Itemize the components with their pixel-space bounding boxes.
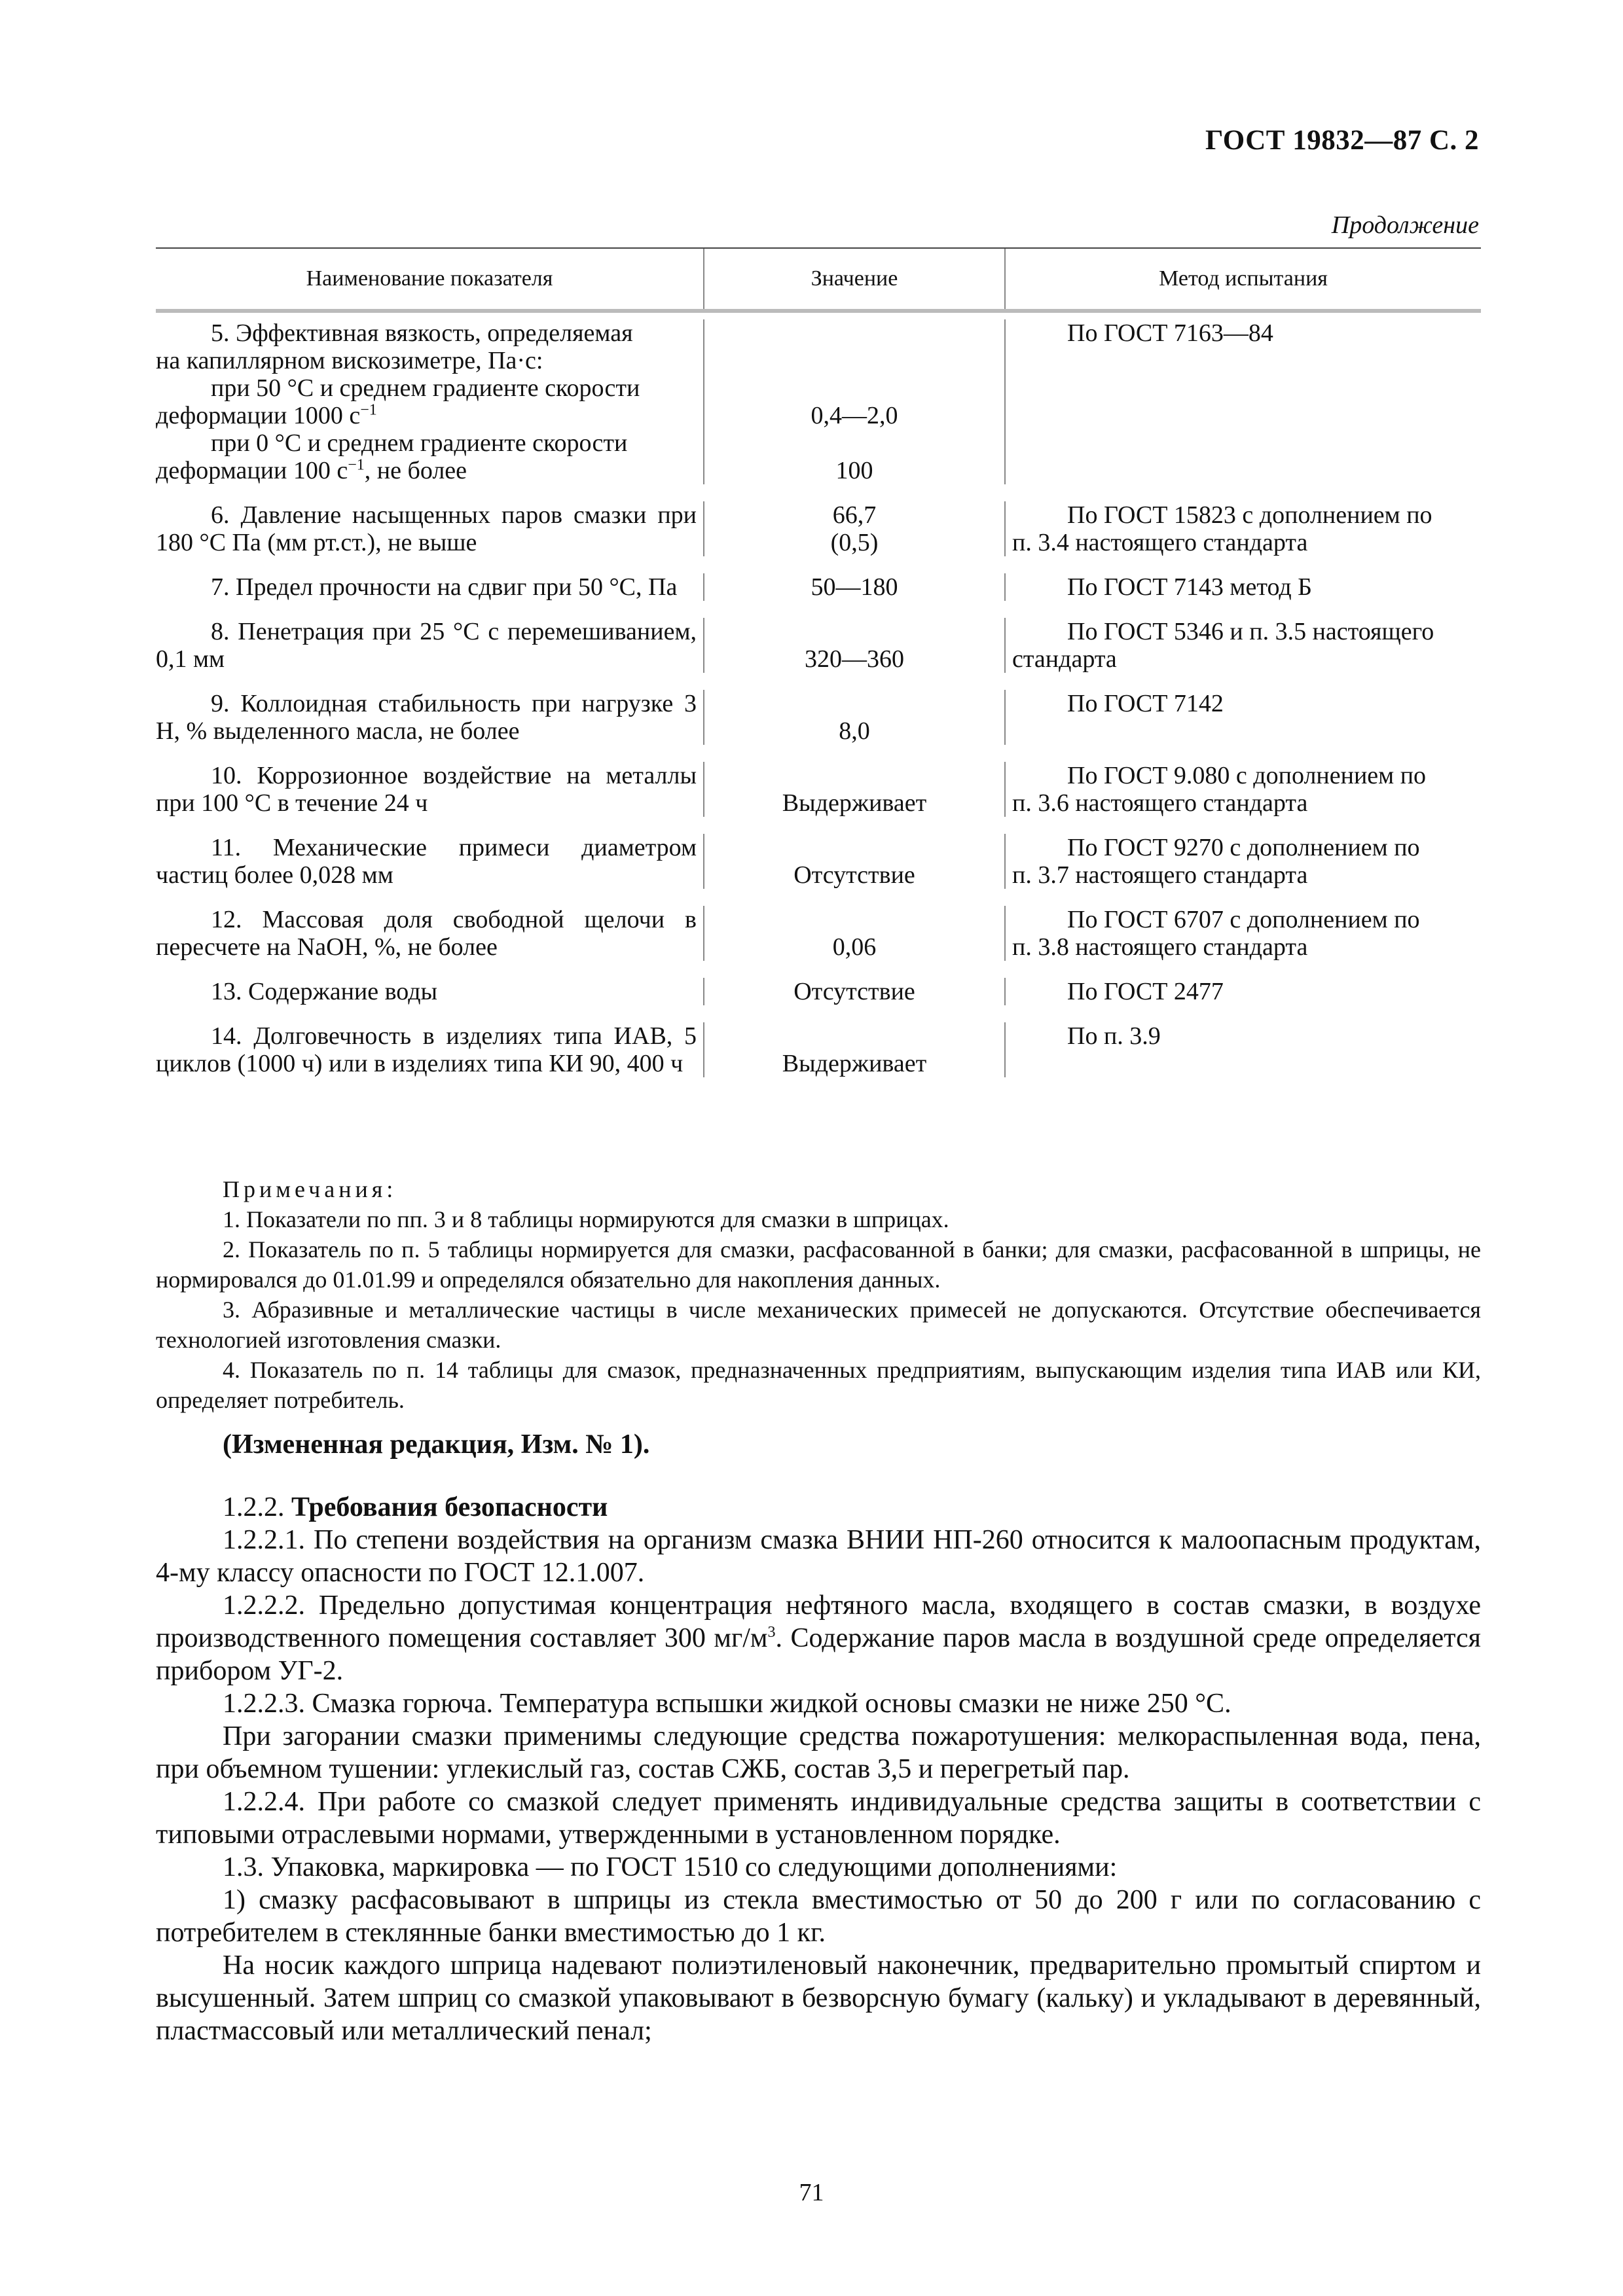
method-text: По п. 3.9 [1067,1022,1161,1050]
method-cell [1006,1022,1481,1077]
paragraph: На носик каждого шприца надевают полиэтиленовый наконечник, предварительно промытый спиртом и высушенный. Затем шприц со смазкой упаковывают в безворсную бумагу (кальку) и укладывают в деревянный, пластмассовый или металлический пенал; [156,1950,1481,2046]
notes-title: Примечания: [223,1176,397,1202]
method-text: По ГОСТ 7143 метод Б [1067,573,1313,601]
indicator-cell: 7. Предел прочности на сдвиг при 50 °С, Па [156,573,704,601]
method-cell [1006,834,1481,889]
value-text: Выдерживает [782,789,927,817]
table-row [156,889,1481,961]
body-text [156,1491,1481,2047]
value-cell [704,690,1006,745]
value-text: 66,7 [832,501,877,529]
method-text: п. 3.6 настоящего стандарта [1012,789,1308,817]
value-cell [704,906,1006,961]
method-text: По ГОСТ 2477 [1067,978,1224,1005]
value-text: 0,06 [832,933,877,961]
method-cell [1006,319,1481,484]
header-value: Значение [704,249,1006,309]
value-cell [704,319,1006,484]
paragraph: 1) смазку расфасовывают в шприцы из стекла вместимостью от 50 до 200 г или по согласованию с потребителем в стеклянные банки вместимостью до 1 кг. [156,1885,1481,1948]
paragraph: При загорании смазки применимы следующие средства пожаротушения: мелкораспыленная вода, пена, при объемном тушении: углекислый газ, состав СЖБ, состав 3,5 и перегретый пар. [156,1721,1481,1784]
note-item: 3. Абразивные и металлические частицы в числе механических примесей не допускаются. Отсутствие обеспечивается технологией изготовления смазки. [156,1297,1481,1353]
method-cell [1006,978,1481,1005]
method-cell [1006,618,1481,673]
note-item: 4. Показатель по п. 14 таблицы для смазок, предназначенных предприятиям, выпускающим изделия типа ИАВ или КИ, определяет потребитель. [156,1357,1481,1413]
table-row [156,1005,1481,1084]
value-text: 320—360 [805,645,904,673]
method-text: По ГОСТ 6707 с дополнением по [1067,906,1420,933]
indicator-cell: 10. Коррозионное воздействие на металлы при 100 °С в течение 24 ч [156,762,704,817]
indicator-cell: 13. Содержание воды [156,978,704,1005]
page-number: 71 [799,2179,824,2206]
table-header [156,247,1481,313]
method-text: п. 3.7 настоящего стандарта [1012,861,1308,889]
paragraph: 1.2.2.2. Предельно допустимая концентрация нефтяного масла, входящего в состав смазки, в воздухе производственного помещения составляет 300 $мг/м^3$. Содержание паров масла в воздушной среде определяется прибором УГ-2. [156,1590,1482,1686]
note-item: 1. Показатели по пп. 3 и 8 таблицы нормируются для смазки в шприцах. [223,1206,949,1232]
value-text: (0,5) [830,529,879,556]
indicator-text: при 50 °С и среднем градиенте скорости [211,374,640,402]
document-reference: ГОСТ 19832—87 С. 2 [1205,125,1479,156]
table-row [156,673,1481,745]
indicator-cell: 12. Массовая доля свободной щелочи в пересчете на NaOH, %, не более [156,906,704,961]
indicator-cell: 6. Давление насыщенных паров смазки при 180 °С Па (мм рт.ст.), не выше [156,501,704,556]
indicator-cell: 14. Долговечность в изделиях типа ИАВ, 5 циклов (1000 ч) или в изделиях типа КИ 90, 400 ч [156,1022,704,1077]
method-cell [1006,762,1481,817]
method-cell [1006,573,1481,601]
indicator-text: 5. Эффективная вязкость, определяемая [211,319,633,347]
method-text: По ГОСТ 9.080 с дополнением по [1067,762,1427,789]
method-text: По ГОСТ 9270 с дополнением по [1067,834,1420,861]
header-indicator: Наименование показателя [156,249,704,309]
indicator-cell: 8. Пенетрация при 25 °С с перемешиванием, 0,1 мм [156,618,704,673]
paragraph: 1.3. Упаковка, маркировка — по ГОСТ 1510 со следующими дополнениями: [223,1852,1118,1882]
indicator-text: деформации 100 $с^{-1}$, не более [156,456,467,484]
value-text: Отсутствие [793,861,915,889]
value-text: 0,4—2,0 [811,402,898,429]
method-text: п. 3.8 настоящего стандарта [1012,933,1308,961]
method-text: стандарта [1012,645,1117,673]
table-row [156,961,1481,1005]
table-row [156,313,1481,484]
header-method: Метод испытания [1159,266,1328,291]
indicator-text: при 0 °С и среднем градиенте скорости [211,429,628,457]
value-cell [704,618,1006,673]
paragraph: 1.2.2.4. При работе со смазкой следует применять индивидуальные средства защиты в соответствии с типовыми отраслевыми нормами, утвержденными в установленном порядке. [156,1787,1481,1850]
value-cell [704,1022,1006,1077]
method-text: По ГОСТ 5346 и п. 3.5 настоящего [1067,618,1434,645]
indicator-cell [156,319,704,484]
value-cell [704,978,1006,1005]
method-text: По ГОСТ 15823 с дополнением по [1067,501,1432,529]
value-text: 8,0 [839,717,870,745]
value-cell [704,762,1006,817]
method-cell [1006,690,1481,745]
value-text: 50—180 [811,573,898,601]
table-row [156,601,1481,673]
table-row [156,484,1481,556]
method-text: По ГОСТ 7163—84 [1067,319,1273,347]
indicator-cell: 11. Механические примеси диаметром частиц более 0,028 мм [156,834,704,889]
value-cell [704,573,1006,601]
paragraph: 1.2.2.3. Смазка горюча. Температура вспышки жидкой основы смазки не ниже 250 °С. [223,1689,1231,1719]
value-text: Отсутствие [793,978,915,1005]
method-text: По ГОСТ 7142 [1067,690,1224,717]
table-continuation-label: Продолжение [1331,211,1479,239]
value-cell [704,834,1006,889]
value-text: 100 [835,457,873,484]
method-text: п. 3.4 настоящего стандарта [1012,529,1308,556]
properties-table [156,247,1481,1084]
notes-section [156,1174,1481,1460]
section-heading: 1.2.2. Требования безопасности [223,1492,608,1522]
edition-note: (Измененная редакция, Изм. № 1). [223,1429,650,1460]
table-row [156,745,1481,817]
method-cell [1006,906,1481,961]
table-row [156,817,1481,889]
value-text: Выдерживает [782,1050,927,1077]
indicator-text: на капиллярном вискозиметре, Па·с: [156,347,543,374]
paragraph: 1.2.2.1. По степени воздействия на организм смазка ВНИИ НП-260 относится к малоопасным продуктам, 4-му классу опасности по ГОСТ 12.1.007. [156,1525,1481,1588]
method-cell [1006,501,1481,556]
indicator-text: деформации 1000 $с^{-1}$ [156,401,377,429]
table-row [156,556,1481,601]
indicator-cell: 9. Коллоидная стабильность при нагрузке 3 Н, % выделенного масла, не более [156,690,704,745]
note-item: 2. Показатель по п. 5 таблицы нормируется для смазки, расфасованной в банки; для смазки, расфасованной в шприцы, не нормировался до 01.01.99 и определялся обязательно для накопления данных. [156,1236,1481,1293]
value-cell [704,501,1006,556]
